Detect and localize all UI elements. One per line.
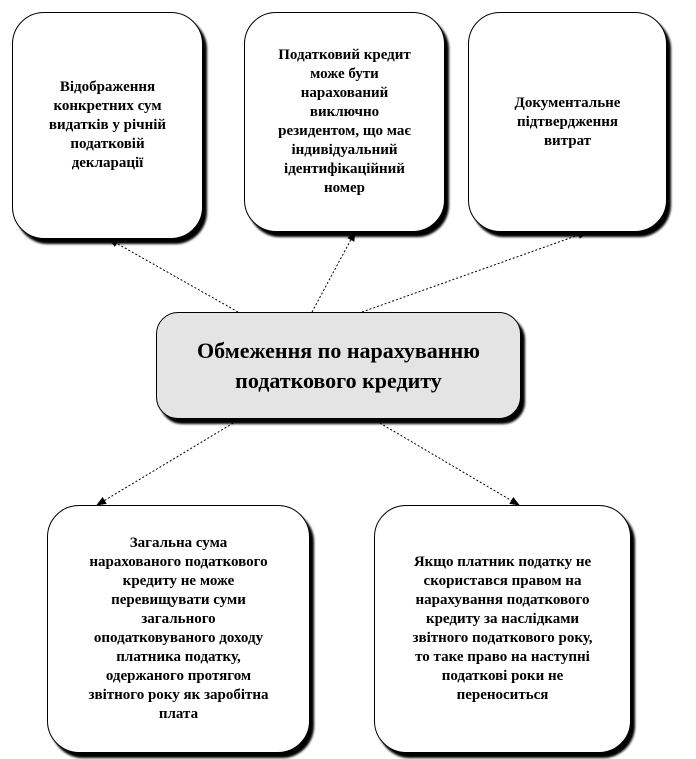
arrow-center-to-bottom-left: [97, 419, 240, 505]
node-no-carryover: [374, 505, 631, 753]
node-expense-declaration-text: Відображення конкретних сум видатків у річній податковій декларації: [48, 79, 167, 171]
node-central-restrictions-text: Обмеження по нарахуванню податкового кредиту: [197, 337, 480, 393]
arrow-center-to-top-middle: [312, 232, 355, 312]
node-resident-taxpayer: [244, 12, 445, 232]
node-credit-limit-text: Загальна сума нарахованого податкового кредиту не може перевищувати суми загального оподатковуваного доходу платника податку, одержаного протягом звітного року як заробітна плата: [88, 535, 269, 722]
node-no-carryover-text: Якщо платник податку не скористався правом на нарахування податкового кредиту за наслідками звітного податкового року, то таке право на наступні податкові роки не переноситься: [412, 554, 593, 703]
arrow-center-to-top-right: [362, 232, 587, 312]
node-credit-limit: [47, 505, 310, 753]
node-documentary-proof: [468, 12, 667, 232]
arrow-center-to-bottom-right: [373, 419, 519, 505]
node-documentary-proof-text: Документальне підтвердження витрат: [514, 94, 621, 149]
node-resident-taxpayer-text: Податковий кредит може бути нарахований виключно резидентом, що має індивідуальний ідентифікаційний номер: [278, 47, 411, 196]
node-expense-declaration: [12, 12, 203, 239]
node-central-restrictions: [156, 312, 521, 419]
arrow-center-to-top-left: [109, 239, 238, 312]
